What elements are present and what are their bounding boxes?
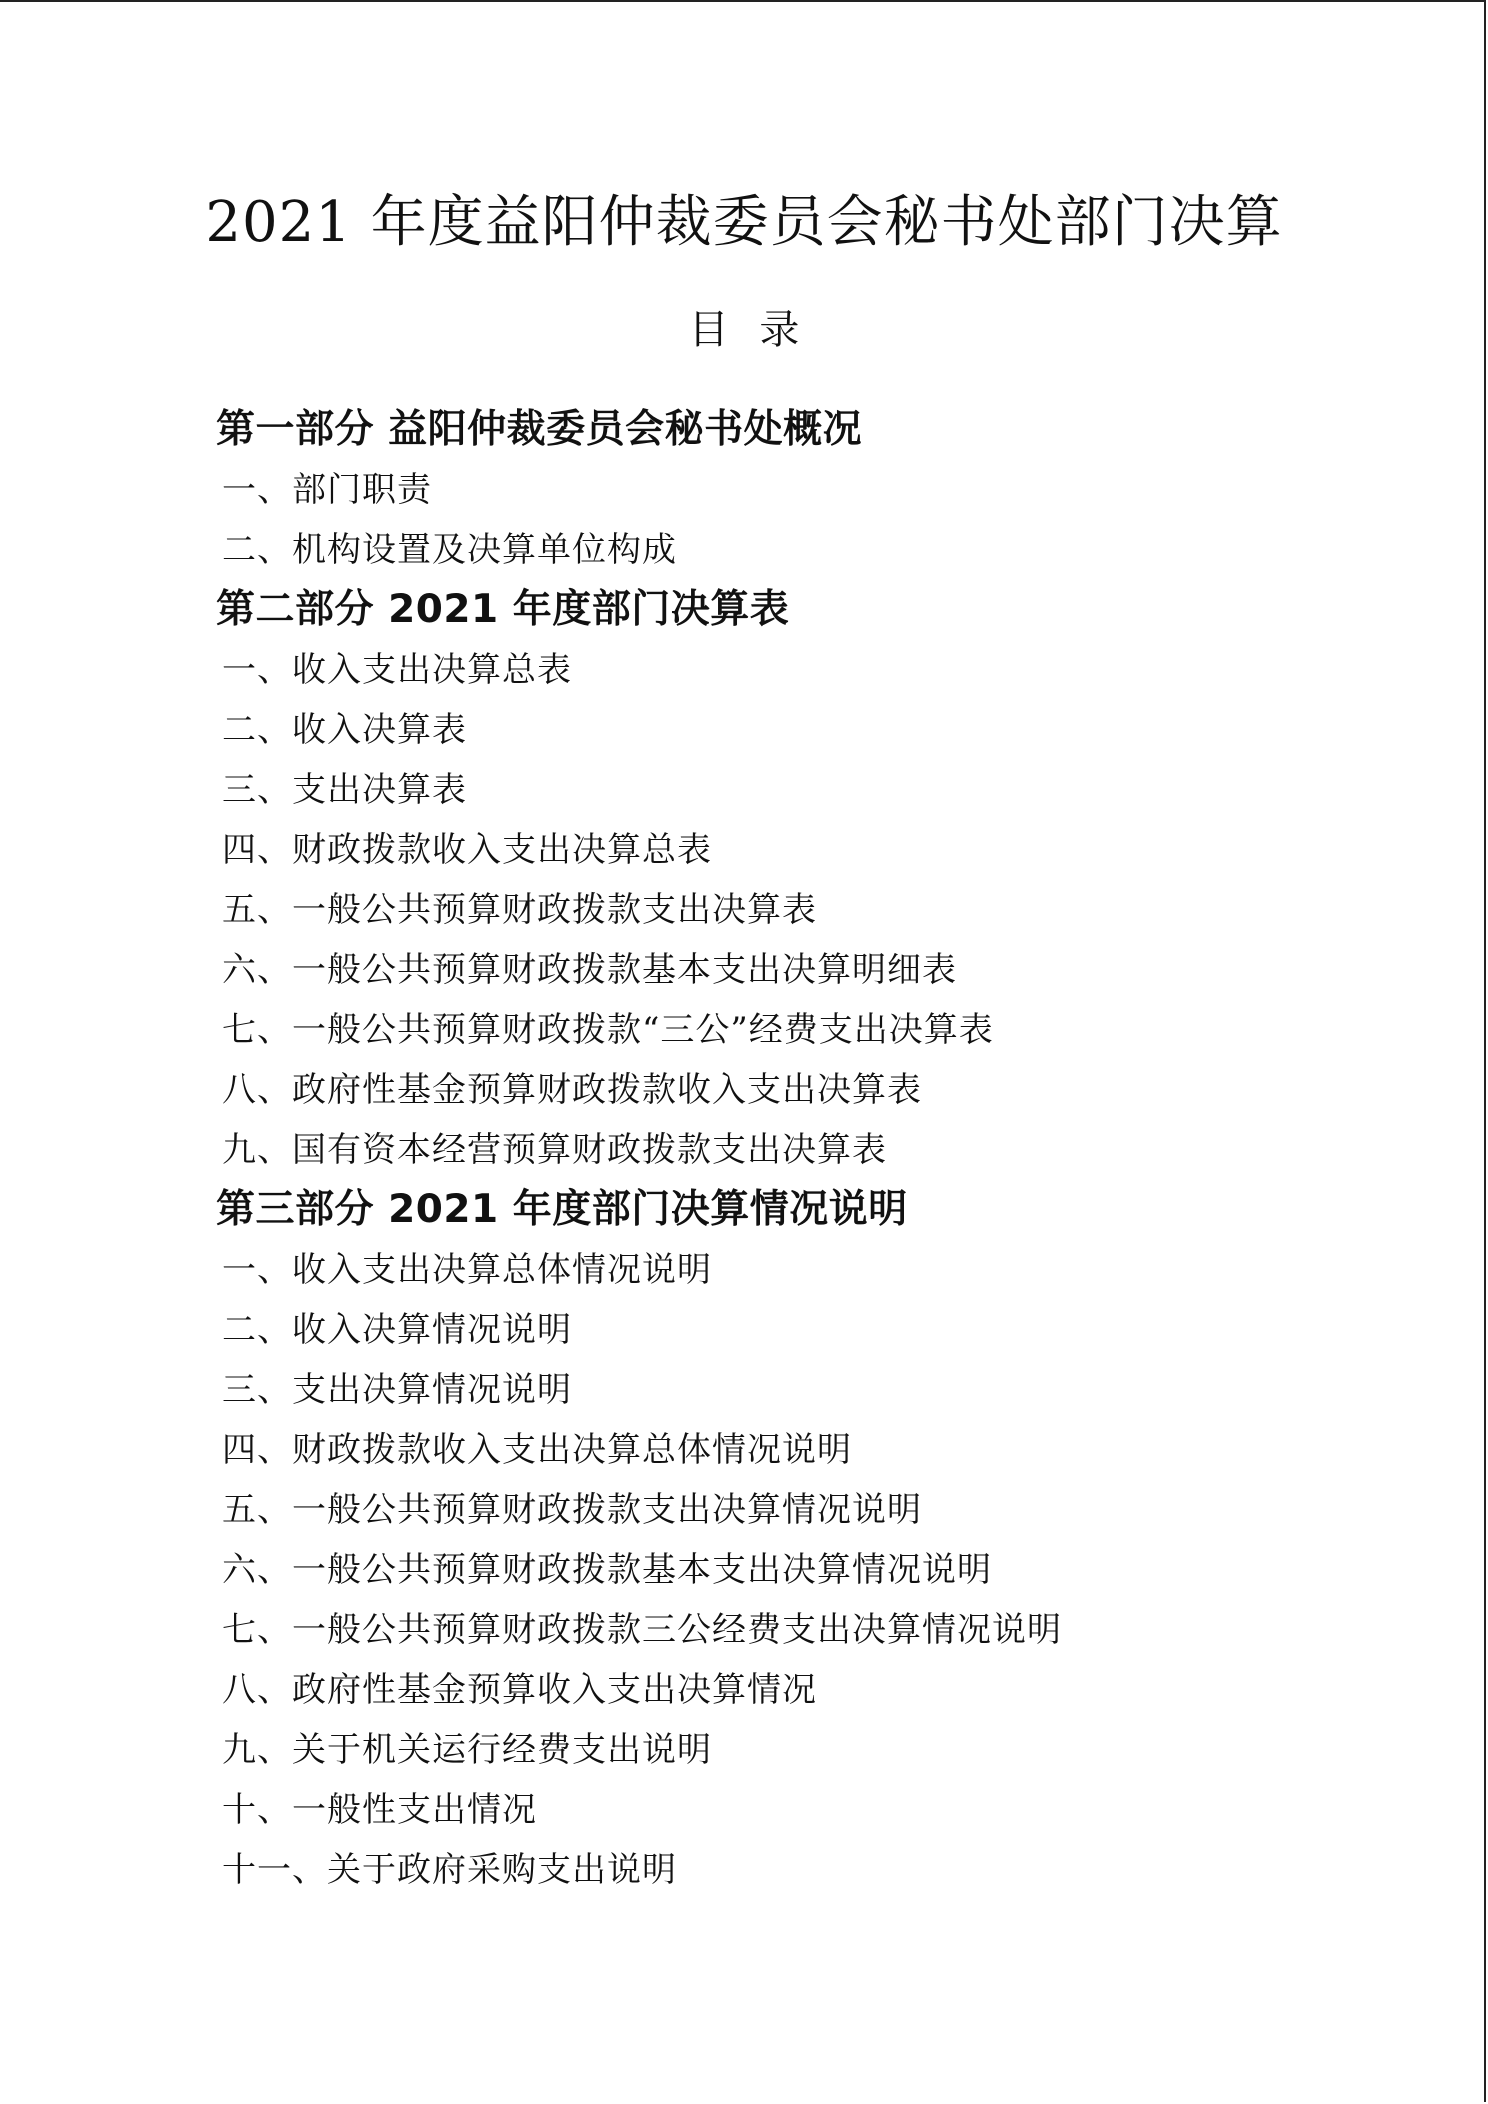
toc-item[interactable]: 七、一般公共预算财政拨款“三公”经费支出决算表 xyxy=(222,1010,994,1050)
toc-item[interactable]: 一、部门职责 xyxy=(222,470,432,510)
toc-heading: 目 录 xyxy=(688,307,800,353)
toc-item[interactable]: 八、政府性基金预算财政拨款收入支出决算表 xyxy=(222,1070,922,1110)
toc-item[interactable]: 二、收入决算表 xyxy=(222,710,467,750)
toc-section-part3[interactable]: 第三部分 2021 年度部门决算情况说明 xyxy=(216,1187,908,1232)
toc-item[interactable]: 二、收入决算情况说明 xyxy=(222,1310,572,1350)
toc-item[interactable]: 四、财政拨款收入支出决算总体情况说明 xyxy=(222,1430,852,1470)
toc-item[interactable]: 七、一般公共预算财政拨款三公经费支出决算情况说明 xyxy=(222,1610,1062,1650)
toc-section-part1[interactable]: 第一部分 益阳仲裁委员会秘书处概况 xyxy=(216,407,863,452)
toc-item[interactable]: 六、一般公共预算财政拨款基本支出决算明细表 xyxy=(222,950,957,990)
toc-section-part2[interactable]: 第二部分 2021 年度部门决算表 xyxy=(216,587,790,632)
toc-item[interactable]: 八、政府性基金预算收入支出决算情况 xyxy=(222,1670,817,1710)
toc-item[interactable]: 二、机构设置及决算单位构成 xyxy=(222,530,677,570)
toc-item[interactable]: 一、收入支出决算总体情况说明 xyxy=(222,1250,712,1290)
toc-item[interactable]: 三、支出决算表 xyxy=(222,770,467,810)
document-title: 2021 年度益阳仲裁委员会秘书处部门决算 xyxy=(205,190,1283,255)
toc-item[interactable]: 六、一般公共预算财政拨款基本支出决算情况说明 xyxy=(222,1550,992,1590)
toc-item[interactable]: 五、一般公共预算财政拨款支出决算表 xyxy=(222,890,817,930)
toc-item[interactable]: 五、一般公共预算财政拨款支出决算情况说明 xyxy=(222,1490,922,1530)
toc-item[interactable]: 四、财政拨款收入支出决算总表 xyxy=(222,830,712,870)
toc-item[interactable]: 九、国有资本经营预算财政拨款支出决算表 xyxy=(222,1130,887,1170)
table-of-contents xyxy=(216,400,1366,1900)
toc-item[interactable]: 十一、关于政府采购支出说明 xyxy=(222,1850,677,1890)
toc-item[interactable]: 三、支出决算情况说明 xyxy=(222,1370,572,1410)
toc-item[interactable]: 一、收入支出决算总表 xyxy=(222,650,572,690)
toc-item[interactable]: 十、一般性支出情况 xyxy=(222,1790,537,1830)
toc-item[interactable]: 九、关于机关运行经费支出说明 xyxy=(222,1730,712,1770)
